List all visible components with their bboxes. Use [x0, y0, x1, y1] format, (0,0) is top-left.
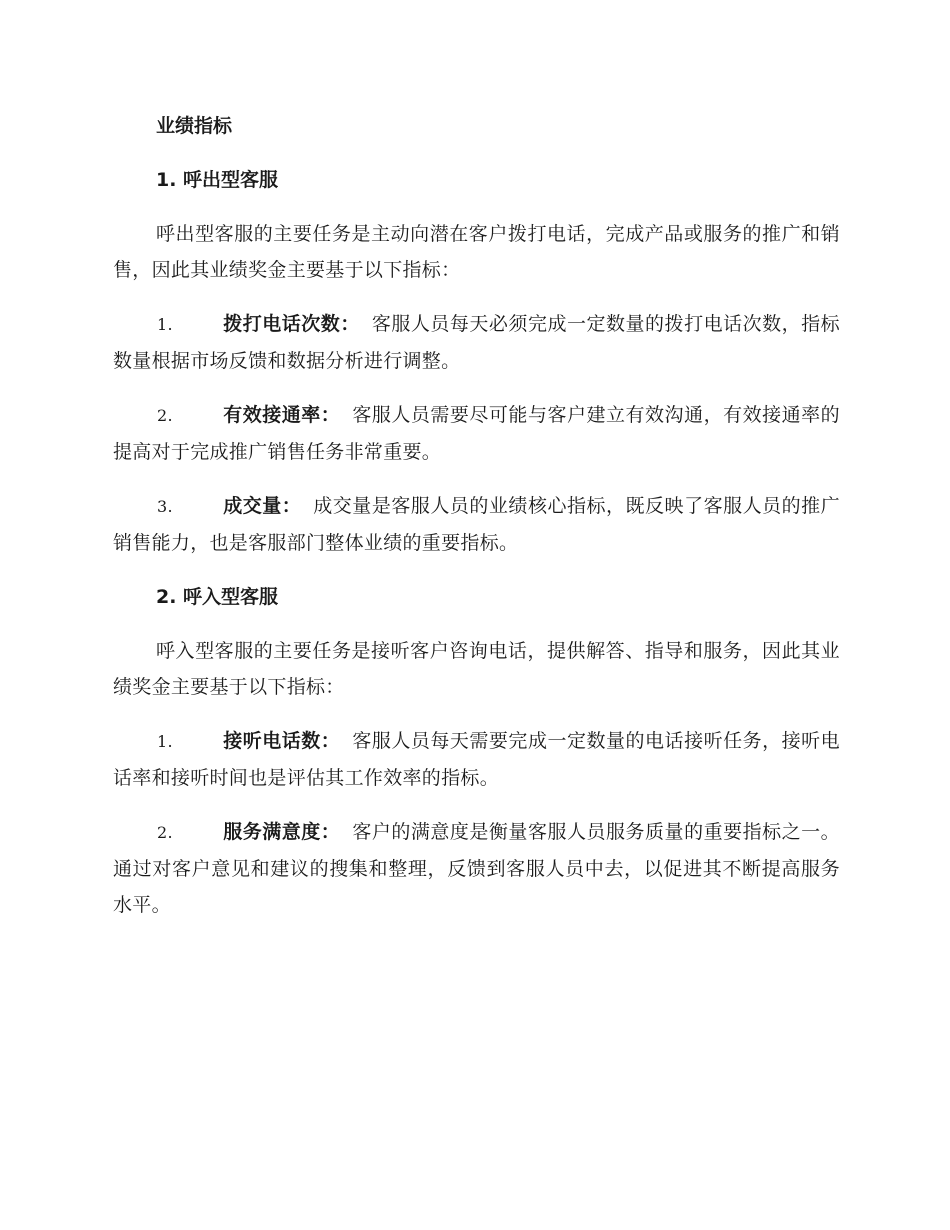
- list-item-colon: ：: [281, 495, 302, 517]
- list-item: [113, 723, 840, 796]
- list-item: [113, 814, 840, 923]
- list-item-term: 有效接通率: [223, 404, 321, 426]
- section-intro-inbound: 呼入型客服的主要任务是接听客户咨询电话，提供解答、指导和服务，因此其业绩奖金主要基于以下指标：: [113, 640, 840, 698]
- list-item-colon: ：: [320, 821, 341, 843]
- list-item-colon: ：: [340, 313, 360, 335]
- list-item-number: 1.: [157, 315, 173, 334]
- list-item: [113, 397, 840, 470]
- section-intro-outbound: 呼出型客服的主要任务是主动向潜在客户拨打电话，完成产品或服务的推广和销售，因此其业绩奖金主要基于以下指标：: [113, 223, 840, 281]
- list-item-term: 接听电话数: [223, 730, 321, 752]
- section-heading-outbound: 1. 呼出型客服: [156, 169, 279, 191]
- list-item: [113, 488, 840, 561]
- list-item-text: 客服人员每天需要完成一定数量的电话接听任务，接听电话率和接听时间也是评估其工作效率的指标。: [113, 730, 840, 789]
- list-item-term: 成交量: [223, 495, 282, 517]
- section-heading-inbound: 2. 呼入型客服: [156, 586, 279, 608]
- list-item-text: 客服人员每天必须完成一定数量的拨打电话次数，指标数量根据市场反馈和数据分析进行调整。: [113, 313, 840, 372]
- list-item-number: 2.: [157, 823, 173, 842]
- list-item-term: 服务满意度: [223, 821, 321, 843]
- list-item-term: 拨打电话次数: [223, 313, 341, 335]
- list-item-text: 客户的满意度是衡量客服人员服务质量的重要指标之一。通过对客户意见和建议的搜集和整理，反馈到客服人员中去，以促进其不断提高服务水平。: [113, 821, 840, 916]
- list-item-text: 成交量是客服人员的业绩核心指标，既反映了客服人员的推广销售能力，也是客服部门整体业绩的重要指标。: [113, 495, 840, 554]
- document-title: 业绩指标: [156, 115, 233, 137]
- list-item-colon: ：: [320, 730, 341, 752]
- list-item: [113, 306, 840, 379]
- list-item-number: 2.: [157, 406, 173, 425]
- document-page: [113, 108, 840, 941]
- list-item-colon: ：: [320, 404, 341, 426]
- list-item-number: 1.: [157, 732, 173, 751]
- list-item-text: 客服人员需要尽可能与客户建立有效沟通，有效接通率的提高对于完成推广销售任务非常重要。: [113, 404, 840, 463]
- list-item-number: 3.: [157, 497, 173, 516]
